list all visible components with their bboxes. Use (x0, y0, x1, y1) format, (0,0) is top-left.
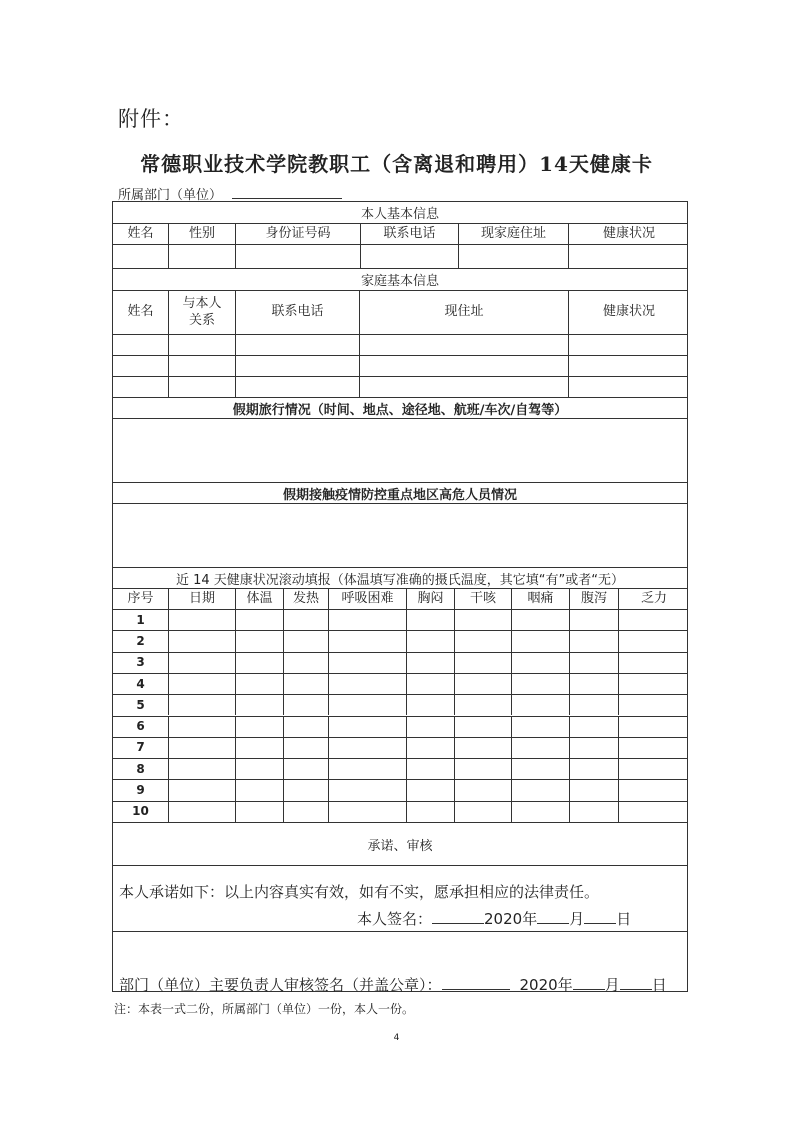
family-entry-cell[interactable] (568, 356, 689, 376)
daily-row (113, 801, 687, 822)
family-section-title: 家庭基本信息 (113, 268, 687, 290)
personal-col-phone: 联系电话 (360, 224, 458, 244)
family-entry-row (113, 334, 687, 355)
family-entry-cell[interactable] (235, 335, 359, 355)
attachment-label: 附件： (118, 107, 184, 131)
daily-entry-cell[interactable] (328, 631, 406, 651)
daily-entry-cell[interactable] (235, 738, 283, 758)
daily-entry-cell[interactable] (569, 631, 618, 651)
daily-row-number: 2 (136, 633, 145, 648)
daily-entry-cell[interactable] (511, 674, 569, 694)
daily-entry-cell[interactable] (569, 802, 618, 822)
daily-entry-cell[interactable] (511, 695, 569, 715)
daily-entry-cell[interactable] (569, 695, 618, 715)
daily-entry-cell[interactable] (454, 674, 511, 694)
daily-entry-cell[interactable] (569, 674, 618, 694)
daily-header-row (113, 588, 687, 609)
daily-entry-cell[interactable] (406, 717, 454, 737)
daily-row (113, 673, 687, 694)
daily-entry-cell[interactable] (283, 610, 328, 630)
daily-entry-cell[interactable] (235, 717, 283, 737)
review-block (113, 931, 687, 993)
daily-entry-cell[interactable] (406, 780, 454, 800)
daily-row-number: 1 (136, 612, 145, 627)
daily-row-number: 5 (136, 697, 145, 712)
daily-entry-cell[interactable] (454, 631, 511, 651)
daily-entry-cell[interactable] (511, 802, 569, 822)
personal-entry-row (113, 244, 687, 268)
daily-entry-cell[interactable] (618, 631, 689, 651)
daily-entry-cell[interactable] (235, 674, 283, 694)
commit-section-title: 承诺、审核 (113, 822, 687, 865)
daily-entry-cell[interactable] (168, 717, 235, 737)
daily-row-number: 8 (136, 761, 145, 776)
daily-entry-cell[interactable] (328, 674, 406, 694)
promise-text: 本人承诺如下：以上内容真实有效，如有不实，愿承担相应的法律责任。 (119, 883, 600, 901)
daily-entry-cell[interactable] (454, 653, 511, 673)
daily-entry-cell[interactable] (328, 610, 406, 630)
daily-row-number: 10 (132, 804, 149, 819)
daily-entry-cell[interactable] (168, 738, 235, 758)
daily-entry-cell[interactable] (406, 653, 454, 673)
daily-row (113, 609, 687, 630)
daily-entry-cell[interactable] (511, 610, 569, 630)
department-blank[interactable] (232, 186, 342, 199)
page-number: 4 (393, 1033, 400, 1043)
daily-col-header: 咽痛 (511, 589, 569, 609)
daily-col-header: 胸闷 (406, 589, 454, 609)
daily-entry-cell[interactable] (283, 759, 328, 779)
daily-row (113, 630, 687, 651)
personal-col-health: 健康状况 (568, 224, 689, 244)
review-label: 部门（单位）主要负责人审核签名（并盖公章）： (119, 976, 442, 994)
daily-entry-cell[interactable] (406, 610, 454, 630)
self-sign-line (357, 908, 631, 929)
family-col-phone: 联系电话 (235, 291, 359, 334)
review-day-blank[interactable] (620, 977, 652, 990)
family-entry-row (113, 376, 687, 397)
department-label: 所属部门（单位） (118, 188, 223, 203)
daily-entry-cell[interactable] (283, 717, 328, 737)
daily-entry-cell[interactable] (569, 759, 618, 779)
daily-entry-cell[interactable] (328, 738, 406, 758)
daily-entry-cell[interactable] (454, 759, 511, 779)
sign-day-unit: 日 (616, 910, 632, 928)
promise-block (113, 865, 687, 931)
family-entry-cell[interactable] (235, 356, 359, 376)
daily-entry-cell[interactable] (168, 674, 235, 694)
daily-row-number: 9 (136, 783, 145, 798)
family-entry-cell[interactable] (168, 335, 235, 355)
family-entry-cell[interactable] (568, 377, 689, 397)
daily-row-number: 6 (136, 719, 145, 734)
daily-entry-cell[interactable] (454, 717, 511, 737)
daily-entry-cell[interactable] (235, 653, 283, 673)
daily-entry-cell[interactable] (511, 780, 569, 800)
daily-entry-cell[interactable] (235, 610, 283, 630)
daily-entry-cell[interactable] (235, 631, 283, 651)
family-entry-cell[interactable] (359, 356, 568, 376)
personal-section-title: 本人基本信息 (360, 207, 439, 222)
family-col-relation: 与本人关系 (168, 291, 235, 334)
daily-entry-cell[interactable] (569, 610, 618, 630)
travel-entry-area[interactable] (113, 418, 687, 482)
personal-entry-name[interactable] (113, 245, 168, 268)
daily-entry-cell[interactable] (406, 631, 454, 651)
daily-entry-cell[interactable] (283, 738, 328, 758)
family-col-address: 现住址 (359, 291, 568, 334)
review-sign-line (119, 974, 667, 995)
personal-entry-id[interactable] (235, 245, 360, 268)
daily-entry-cell[interactable] (406, 759, 454, 779)
family-entry-row (113, 355, 687, 376)
family-entry-cell[interactable] (113, 356, 168, 376)
daily-entry-cell[interactable] (569, 653, 618, 673)
personal-entry-gender[interactable] (168, 245, 235, 268)
daily-row (113, 694, 687, 715)
daily-entry-cell[interactable] (569, 738, 618, 758)
daily-entry-cell[interactable] (328, 717, 406, 737)
personal-entry-health[interactable] (568, 245, 689, 268)
daily-entry-cell[interactable] (283, 780, 328, 800)
personal-col-gender: 性别 (168, 224, 235, 244)
daily-col-header: 体温 (235, 589, 283, 609)
daily-entry-cell[interactable] (406, 738, 454, 758)
daily-entry-cell[interactable] (454, 802, 511, 822)
daily-entry-cell[interactable] (283, 653, 328, 673)
daily-entry-cell[interactable] (283, 631, 328, 651)
daily-entry-cell[interactable] (454, 695, 511, 715)
daily-entry-cell[interactable] (168, 610, 235, 630)
daily-entry-cell[interactable] (283, 802, 328, 822)
daily-entry-cell[interactable] (168, 695, 235, 715)
daily-section-title: 近 14 天健康状况滚动填报（体温填写准确的摄氏温度，其它填“有”或者“无） (113, 567, 687, 588)
daily-row (113, 779, 687, 800)
sign-year: 2020 (484, 910, 523, 928)
daily-entry-cell[interactable] (618, 802, 689, 822)
sign-month-unit: 月 (569, 910, 585, 928)
family-entry-cell[interactable] (113, 377, 168, 397)
daily-row (113, 716, 687, 737)
daily-entry-cell[interactable] (328, 695, 406, 715)
review-month-unit: 月 (604, 976, 620, 994)
family-entry-cell[interactable] (568, 335, 689, 355)
daily-entry-cell[interactable] (328, 759, 406, 779)
family-entry-cell[interactable] (235, 377, 359, 397)
daily-col-header: 呼吸困难 (328, 589, 406, 609)
daily-row-number: 7 (136, 740, 145, 755)
personal-entry-phone[interactable] (360, 245, 458, 268)
family-entry-cell[interactable] (168, 377, 235, 397)
daily-entry-cell[interactable] (454, 738, 511, 758)
review-year-unit: 年 (557, 976, 573, 994)
review-signature-blank[interactable] (442, 977, 510, 990)
daily-entry-cell[interactable] (328, 802, 406, 822)
daily-col-header: 干咳 (454, 589, 511, 609)
daily-entry-cell[interactable] (454, 610, 511, 630)
daily-entry-cell[interactable] (328, 780, 406, 800)
signature-blank[interactable] (432, 911, 484, 924)
daily-row-number: 3 (136, 655, 145, 670)
personal-col-name: 姓名 (127, 225, 154, 241)
footer-note: 注：本表一式二份，所属部门（单位）一份，本人一份。 (114, 1002, 415, 1016)
daily-entry-cell[interactable] (168, 759, 235, 779)
daily-entry-cell[interactable] (511, 653, 569, 673)
daily-entry-cell[interactable] (618, 759, 689, 779)
month-blank[interactable] (537, 911, 569, 924)
daily-entry-cell[interactable] (168, 780, 235, 800)
daily-entry-cell[interactable] (406, 674, 454, 694)
family-entry-cell[interactable] (168, 356, 235, 376)
personal-header-row (113, 223, 687, 244)
daily-entry-cell[interactable] (454, 780, 511, 800)
daily-entry-cell[interactable] (618, 674, 689, 694)
review-day-unit: 日 (651, 976, 667, 994)
health-card-table (112, 201, 688, 992)
daily-entry-cell[interactable] (618, 717, 689, 737)
personal-entry-address[interactable] (458, 245, 568, 268)
family-col-health: 健康状况 (568, 291, 689, 334)
daily-entry-cell[interactable] (328, 653, 406, 673)
personal-col-address: 现家庭住址 (458, 224, 568, 244)
daily-row (113, 758, 687, 779)
contact-section-title: 假期接触疫情防控重点地区高危人员情况 (113, 482, 687, 503)
daily-entry-cell[interactable] (235, 695, 283, 715)
daily-entry-cell[interactable] (235, 759, 283, 779)
daily-row-number: 4 (136, 676, 145, 691)
daily-entry-cell[interactable] (618, 780, 689, 800)
daily-entry-cell[interactable] (283, 695, 328, 715)
family-header-row (113, 290, 687, 334)
daily-col-header: 乏力 (618, 589, 689, 609)
daily-row (113, 652, 687, 673)
daily-col-header: 日期 (168, 589, 235, 609)
daily-entry-cell[interactable] (168, 631, 235, 651)
personal-col-id: 身份证号码 (235, 224, 360, 244)
family-col-name: 姓名 (127, 304, 154, 320)
family-entry-cell[interactable] (359, 377, 568, 397)
day-blank[interactable] (584, 911, 616, 924)
daily-entry-cell[interactable] (618, 610, 689, 630)
daily-entry-cell[interactable] (235, 802, 283, 822)
review-month-blank[interactable] (573, 977, 605, 990)
daily-entry-cell[interactable] (406, 802, 454, 822)
daily-entry-cell[interactable] (406, 695, 454, 715)
daily-entry-cell[interactable] (168, 653, 235, 673)
daily-row (113, 737, 687, 758)
daily-entry-cell[interactable] (511, 717, 569, 737)
self-sign-label: 本人签名： (357, 910, 433, 928)
contact-entry-area[interactable] (113, 503, 687, 567)
daily-entry-cell[interactable] (618, 653, 689, 673)
daily-entry-cell[interactable] (283, 674, 328, 694)
daily-entry-cell[interactable] (618, 738, 689, 758)
daily-entry-cell[interactable] (168, 802, 235, 822)
sign-year-unit: 年 (522, 910, 538, 928)
daily-col-header: 序号 (127, 590, 154, 606)
daily-entry-cell[interactable] (569, 717, 618, 737)
travel-section-title: 假期旅行情况（时间、地点、途径地、航班/车次/自驾等） (113, 397, 687, 418)
daily-col-header: 腹泻 (569, 589, 618, 609)
daily-entry-cell[interactable] (511, 631, 569, 651)
review-year: 2020 (519, 976, 558, 994)
family-entry-cell[interactable] (113, 335, 168, 355)
daily-entry-cell[interactable] (618, 695, 689, 715)
daily-entry-cell[interactable] (511, 759, 569, 779)
daily-entry-cell[interactable] (569, 780, 618, 800)
daily-entry-cell[interactable] (235, 780, 283, 800)
daily-col-header: 发热 (283, 589, 328, 609)
daily-entry-cell[interactable] (511, 738, 569, 758)
family-entry-cell[interactable] (359, 335, 568, 355)
page-title: 常德职业技术学院教职工（含离退和聘用）14天健康卡 (140, 152, 653, 176)
